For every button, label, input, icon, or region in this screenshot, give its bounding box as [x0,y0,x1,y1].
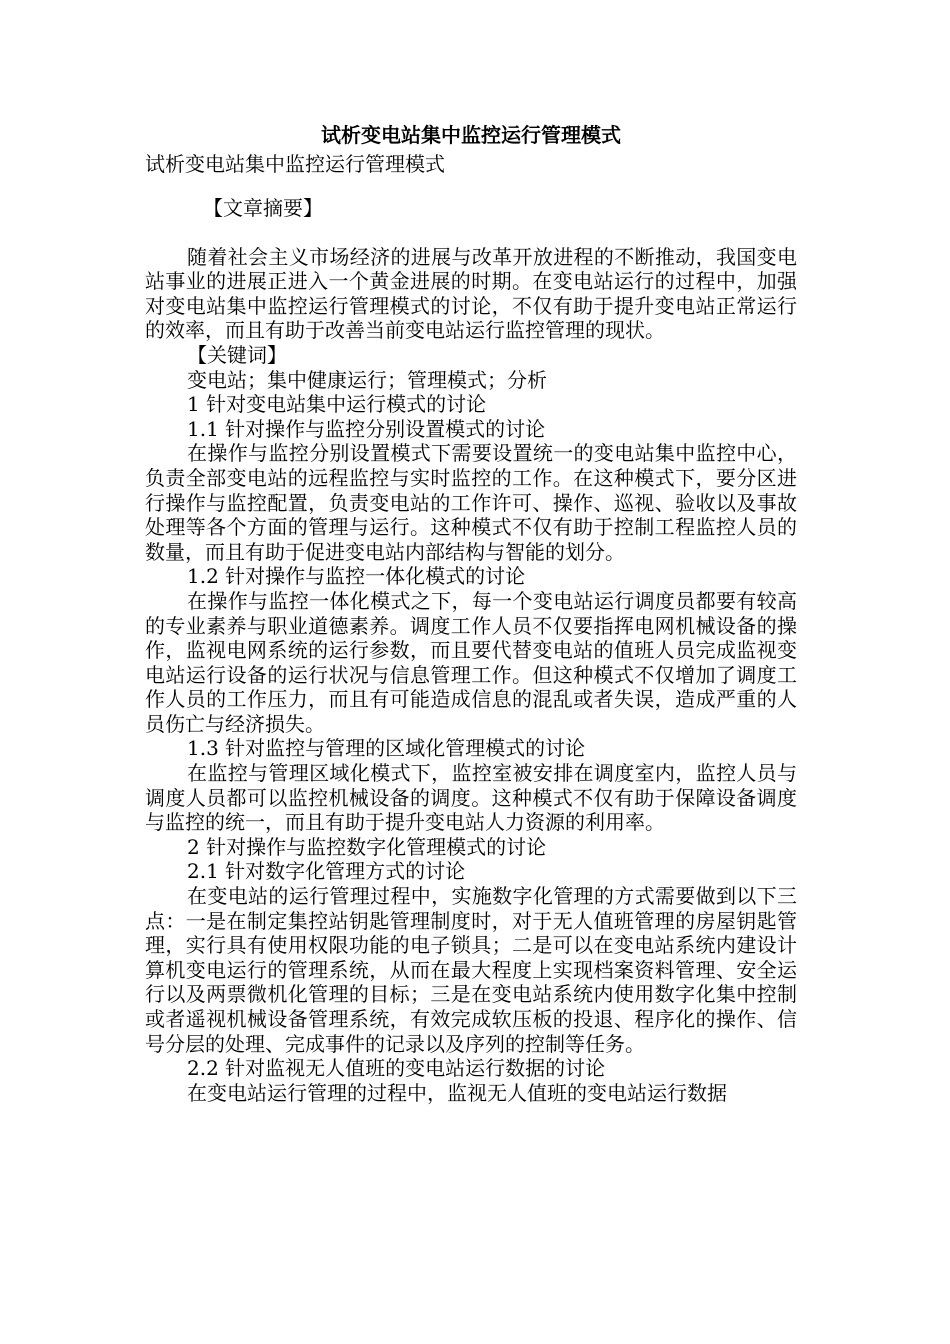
section-text: 在监控与管理区域化模式下，监控室被安排在调度室内，监控人员与调度人员都可以监控机械设备的调度。这种模式不仅有助于保障设备调度与监控的统一，而且有助于提升变电站人力资源的利用率。 [145,761,797,835]
document-title: 试析变电站集中监控运行管理模式 [321,123,621,147]
section-text: 在操作与监控一体化模式之下，每一个变电站运行调度员都要有较高的专业素养与职业道德素养。调度工作人员不仅要指挥电网机械设备的操作，监视电网系统的运行参数，而且要代替变电站的值班人员完成监视变电站运行设备的运行状况与信息管理工作。但这种模式不仅增加了调度工作人员的工作压力，而且有可能造成信息的混乱或者失误，造成严重的人员伤亡与经济损失。 [145,588,797,736]
section-heading: 1.3 针对监控与管理的区域化管理模式的讨论 [187,736,586,761]
section-heading: 2 针对操作与监控数字化管理模式的讨论 [187,834,547,859]
keywords-heading: 【关键词】 [187,342,287,367]
section-text: 在变电站的运行管理过程中，实施数字化管理的方式需要做到以下三点：一是在制定集控站钥匙管理制度时，对于无人值班管理的房屋钥匙管理，实行具有使用权限功能的电子锁具；二是可以在变电站系统内建设计算机变电运行的管理系统，从而在最大程度上实现档案资料管理、安全运行以及两票微机化管理的目标；三是在变电站系统内使用数字化集中控制或者遥视机械设备管理系统，有效完成软压板的投退、程序化的操作、信号分层的处理、完成事件的记录以及序列的控制等任务。 [145,884,797,1056]
section-text: 在变电站运行管理的过程中，监视无人值班的变电站运行数据 [187,1080,727,1105]
keywords-text: 变电站；集中健康运行；管理模式；分析 [187,367,547,392]
section-heading: 2.1 针对数字化管理方式的讨论 [187,859,466,884]
section-heading: 1.2 针对操作与监控一体化模式的讨论 [187,564,526,589]
abstract-heading: 【文章摘要】 [203,196,323,220]
section-heading: 1.1 针对操作与监控分别设置模式的讨论 [187,416,546,441]
section-heading: 1 针对变电站集中运行模式的讨论 [187,392,487,417]
abstract-text: 随着社会主义市场经济的进展与改革开放进程的不断推动，我国变电站事业的进展正进入一个黄金进展的时期。在变电站运行的过程中，加强对变电站集中监控运行管理模式的讨论，不仅有助于提升变电站正常运行的效率，而且有助于改善当前变电站运行监控管理的现状。 [145,244,797,343]
document-body [145,196,797,1105]
section-text: 在操作与监控分别设置模式下需要设置统一的变电站集中监控中心，负责全部变电站的远程监控与实时监控的工作。在这种模式下，要分区进行操作与监控配置，负责变电站的工作许可、操作、巡视、验收以及事故处理等各个方面的管理与运行。这种模式不仅有助于控制工程监控人员的数量，而且有助于促进变电站内部结构与智能的划分。 [145,441,797,564]
document-subtitle: 试析变电站集中监控运行管理模式 [145,152,445,176]
section-heading: 2.2 针对监视无人值班的变电站运行数据的讨论 [187,1056,606,1081]
